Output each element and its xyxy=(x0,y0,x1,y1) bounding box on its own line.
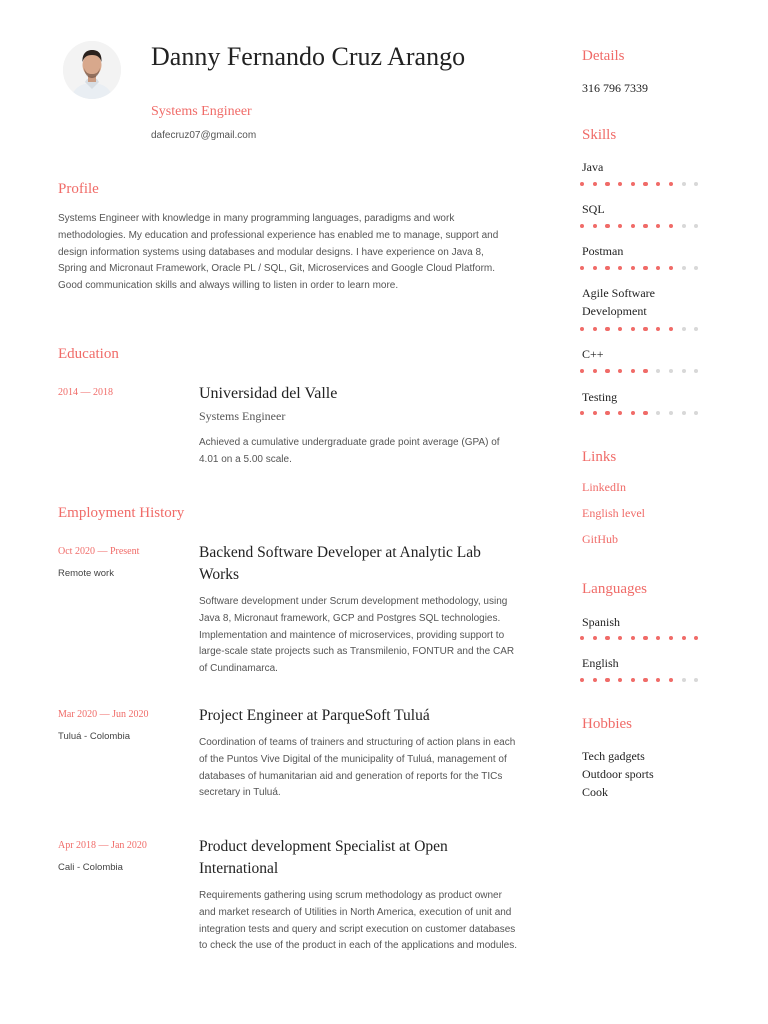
rating-dot-filled xyxy=(593,636,597,640)
rating-dot-filled xyxy=(580,636,584,640)
rating-dot-filled xyxy=(605,678,609,682)
rating-dot-filled xyxy=(618,182,622,186)
employment-dates: Apr 2018 — Jan 2020 xyxy=(58,840,147,851)
rating-dot-empty xyxy=(694,182,698,186)
employment-dates: Oct 2020 — Present xyxy=(58,546,140,557)
employment-location: Remote work xyxy=(58,568,114,579)
rating-dot-filled xyxy=(580,327,584,331)
education-heading: Education xyxy=(58,346,119,362)
skill-level xyxy=(580,266,698,272)
skill-level xyxy=(580,411,698,417)
employment-heading: Employment History xyxy=(58,505,185,521)
rating-dot-filled xyxy=(682,636,686,640)
rating-dot-filled xyxy=(656,266,660,270)
rating-dot-filled xyxy=(631,636,635,640)
rating-dot-filled xyxy=(631,182,635,186)
candidate-title: Systems Engineer xyxy=(151,104,252,119)
rating-dot-filled xyxy=(631,327,635,331)
phone-number: 316 796 7339 xyxy=(582,81,648,95)
employment-location: Tuluá - Colombia xyxy=(58,731,130,742)
rating-dot-filled xyxy=(631,369,635,373)
rating-dot-filled xyxy=(593,411,597,415)
language-level xyxy=(580,678,698,684)
rating-dot-filled xyxy=(669,182,673,186)
rating-dot-filled xyxy=(631,224,635,228)
rating-dot-empty xyxy=(694,678,698,682)
rating-dot-filled xyxy=(605,327,609,331)
skill-level xyxy=(580,224,698,230)
rating-dot-empty xyxy=(669,411,673,415)
link-english-level[interactable]: English level xyxy=(582,506,645,520)
rating-dot-filled xyxy=(605,224,609,228)
rating-dot-filled xyxy=(669,678,673,682)
profile-photo xyxy=(63,41,121,99)
rating-dot-filled xyxy=(631,266,635,270)
rating-dot-filled xyxy=(643,636,647,640)
rating-dot-filled xyxy=(605,369,609,373)
education-description: Achieved a cumulative undergraduate grade point average (GPA) of 4.01 on a 5.00 scale. xyxy=(199,437,500,465)
skills-heading: Skills xyxy=(582,127,617,143)
rating-dot-empty xyxy=(682,411,686,415)
rating-dot-filled xyxy=(605,182,609,186)
skill-name: Postman xyxy=(582,244,624,258)
employment-description: Requirements gathering using scrum methodology as product owner and market research of Utilities in North America, execution of unit and integration tests and query and script execution on customer databases to check the use of the product in each of the applications and modules. xyxy=(199,890,517,952)
rating-dot-empty xyxy=(682,369,686,373)
rating-dot-filled xyxy=(631,411,635,415)
rating-dot-empty xyxy=(669,369,673,373)
rating-dot-filled xyxy=(605,266,609,270)
education-dates: 2014 — 2018 xyxy=(58,387,113,398)
skill-level xyxy=(580,182,698,188)
employment-location: Cali - Colombia xyxy=(58,862,123,873)
rating-dot-filled xyxy=(618,369,622,373)
rating-dot-filled xyxy=(618,224,622,228)
language-level xyxy=(580,636,698,642)
rating-dot-filled xyxy=(643,266,647,270)
rating-dot-filled xyxy=(643,678,647,682)
rating-dot-filled xyxy=(593,182,597,186)
employment-role: Product development Specialist at Open International xyxy=(199,838,448,877)
hobby-item: Cook xyxy=(582,785,609,799)
rating-dot-filled xyxy=(669,224,673,228)
rating-dot-filled xyxy=(618,636,622,640)
rating-dot-filled xyxy=(643,369,647,373)
rating-dot-empty xyxy=(682,266,686,270)
skill-level xyxy=(580,369,698,375)
links-heading: Links xyxy=(582,449,617,465)
rating-dot-empty xyxy=(682,224,686,228)
rating-dot-filled xyxy=(643,327,647,331)
rating-dot-filled xyxy=(580,411,584,415)
rating-dot-filled xyxy=(593,678,597,682)
skill-level xyxy=(580,327,698,333)
employment-description: Software development under Scrum development methodology, using Java 8, Micronaut framework, GCP and Postgres SQL technologies. Implementation and maintence of microservices, providing support to large-scale state projects such as Transmilenio, FONTUR and the CAR of Cundinamarca. xyxy=(199,596,515,675)
rating-dot-filled xyxy=(643,224,647,228)
employment-role: Backend Software Developer at Analytic Lab Works xyxy=(199,544,481,583)
hobby-item: Outdoor sports xyxy=(582,767,654,781)
rating-dot-empty xyxy=(656,369,660,373)
rating-dot-filled xyxy=(605,636,609,640)
rating-dot-empty xyxy=(694,411,698,415)
rating-dot-filled xyxy=(618,411,622,415)
candidate-name: Danny Fernando Cruz Arango xyxy=(151,42,466,71)
employment-dates: Mar 2020 — Jun 2020 xyxy=(58,709,149,720)
education-degree: Systems Engineer xyxy=(199,409,286,423)
rating-dot-filled xyxy=(694,636,698,640)
rating-dot-filled xyxy=(631,678,635,682)
rating-dot-empty xyxy=(694,369,698,373)
employment-description: Coordination of teams of trainers and structuring of action plans in each of the Puntos Vive Digital of the municipality of Tuluá, management of databases of humanitarian aid and generation of reports for the TICs secretary in Tuluá. xyxy=(199,737,516,799)
language-name: Spanish xyxy=(582,615,621,629)
rating-dot-empty xyxy=(694,327,698,331)
profile-heading: Profile xyxy=(58,181,99,197)
rating-dot-filled xyxy=(656,636,660,640)
rating-dot-filled xyxy=(593,327,597,331)
rating-dot-empty xyxy=(682,327,686,331)
skill-name: Agile Software Development xyxy=(582,286,655,318)
rating-dot-filled xyxy=(580,182,584,186)
rating-dot-empty xyxy=(682,182,686,186)
skill-name: SQL xyxy=(582,202,605,216)
profile-text: Systems Engineer with knowledge in many programming languages, paradigms and work methodologies. My education and professional experience has enabled me to manage, support and design information systems using databases and modular designs. I have experience on Java 8, Spring and Micronaut Framework, Oracle PL / SQL, Git, Microservices and Google Cloud Platform. Good communication skills and always willing to listen in order to learn more. xyxy=(58,213,499,292)
rating-dot-empty xyxy=(682,678,686,682)
candidate-email[interactable]: dafecruz07@gmail.com xyxy=(151,130,257,141)
rating-dot-filled xyxy=(618,327,622,331)
rating-dot-filled xyxy=(593,266,597,270)
rating-dot-filled xyxy=(656,678,660,682)
rating-dot-filled xyxy=(656,182,660,186)
rating-dot-filled xyxy=(618,266,622,270)
details-heading: Details xyxy=(582,48,625,64)
rating-dot-filled xyxy=(669,266,673,270)
language-name: English xyxy=(582,656,619,670)
rating-dot-filled xyxy=(580,369,584,373)
link-linkedin[interactable]: LinkedIn xyxy=(582,480,626,494)
languages-heading: Languages xyxy=(582,581,647,597)
hobbies-heading: Hobbies xyxy=(582,716,632,732)
education-school: Universidad del Valle xyxy=(199,385,338,402)
rating-dot-filled xyxy=(656,224,660,228)
rating-dot-filled xyxy=(643,182,647,186)
rating-dot-filled xyxy=(580,266,584,270)
rating-dot-filled xyxy=(580,678,584,682)
rating-dot-filled xyxy=(605,411,609,415)
skill-name: C++ xyxy=(582,347,604,361)
rating-dot-filled xyxy=(669,327,673,331)
rating-dot-filled xyxy=(580,224,584,228)
rating-dot-empty xyxy=(694,266,698,270)
rating-dot-filled xyxy=(656,327,660,331)
hobby-item: Tech gadgets xyxy=(582,749,645,763)
skill-name: Testing xyxy=(582,390,618,404)
skill-name: Java xyxy=(582,160,604,174)
rating-dot-filled xyxy=(593,224,597,228)
link-github[interactable]: GitHub xyxy=(582,532,618,546)
rating-dot-filled xyxy=(669,636,673,640)
rating-dot-filled xyxy=(618,678,622,682)
rating-dot-empty xyxy=(694,224,698,228)
employment-role: Project Engineer at ParqueSoft Tuluá xyxy=(199,707,430,724)
rating-dot-filled xyxy=(643,411,647,415)
rating-dot-filled xyxy=(593,369,597,373)
rating-dot-empty xyxy=(656,411,660,415)
